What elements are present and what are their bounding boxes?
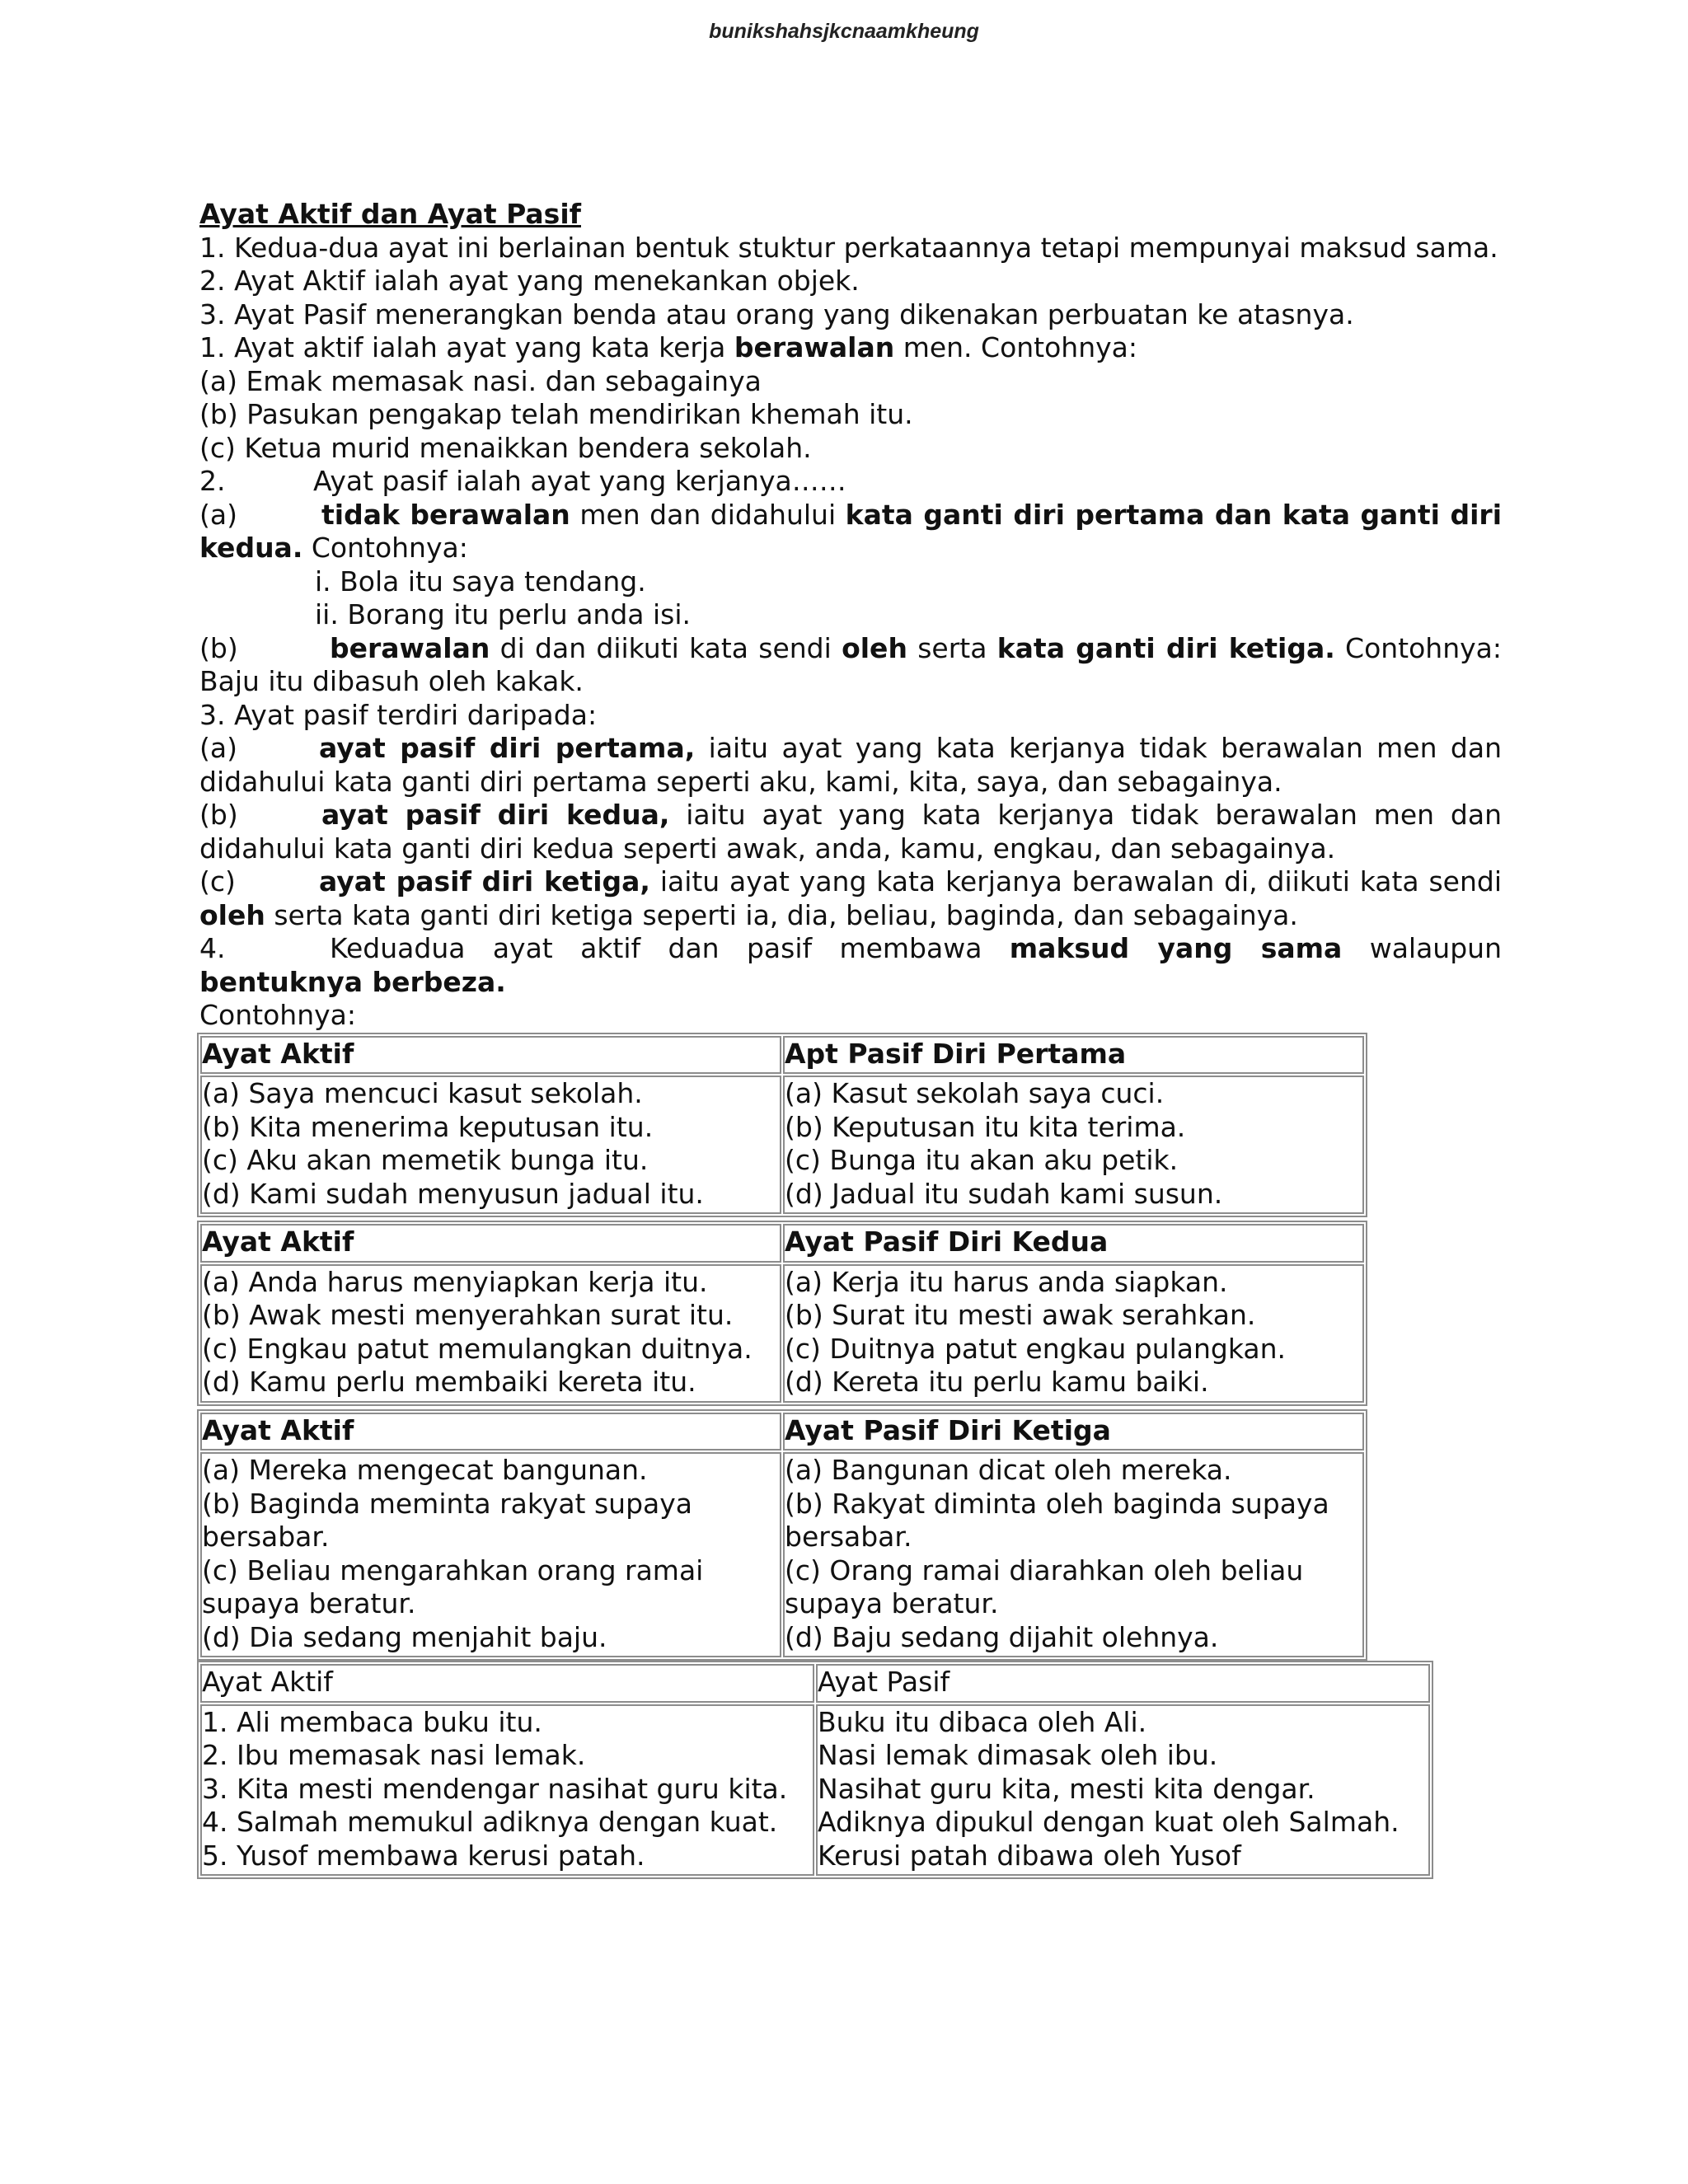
list-item: (a) Kerja itu harus anda siapkan.: [785, 1265, 1228, 1298]
list-item: (a) Saya mencuci kasut sekolah.: [202, 1077, 643, 1109]
paragraph: 3. Ayat Pasif menerangkan benda atau orang yang dikenakan perbuatan ke atasnya.: [199, 298, 1354, 330]
table-row: [200, 1076, 1364, 1214]
list-item: 2. Ibu memasak nasi lemak.: [202, 1739, 586, 1771]
bold-text: bentuknya berbeza.: [199, 965, 506, 998]
list-item: Adiknya dipukul dengan kuat oleh Salmah.: [818, 1806, 1400, 1838]
list-item: 5. Yusof membawa kerusi patah.: [202, 1839, 645, 1872]
table-cell: [200, 1264, 781, 1403]
list-item: (d) Kereta itu perlu kamu baiki.: [785, 1366, 1209, 1398]
paragraph: 2. Ayat Aktif ialah ayat yang menekankan objek.: [199, 265, 860, 297]
bold-text: maksud yang sama: [1009, 932, 1343, 964]
list-item: (b) Kita menerima keputusan itu.: [202, 1110, 654, 1143]
list-item: (c) Duitnya patut engkau pulangkan.: [785, 1332, 1287, 1365]
text: men dan didahului: [570, 498, 846, 531]
table-row: [200, 1264, 1364, 1403]
list-item: (b) Awak mesti menyerahkan surat itu.: [202, 1299, 734, 1331]
list-item: Buku itu dibaca oleh Ali.: [818, 1705, 1147, 1738]
list-item: Nasi lemak dimasak oleh ibu.: [818, 1739, 1218, 1771]
table-header-cell: Ayat Pasif Diri Kedua: [783, 1224, 1364, 1263]
bold-text: ayat pasif diri ketiga,: [319, 865, 650, 898]
bold-text: kata ganti diri ketiga.: [996, 631, 1335, 664]
text: iaitu ayat yang kata kerjanya tidak berawalan men dan didahului kata ganti diri pertama seperti aku, kami, kita, saya, dan sebagainya.: [199, 732, 1502, 798]
paragraph: [199, 865, 1502, 932]
table-cell: [816, 1704, 1430, 1877]
table-cell: [200, 1452, 781, 1657]
list-item: Kerusi patah dibawa oleh Yusof: [818, 1839, 1241, 1872]
text: men. Contohnya:: [894, 331, 1138, 363]
table-cell: [200, 1704, 814, 1877]
paragraph: [199, 732, 1502, 799]
item-label: (b): [199, 799, 238, 831]
table-cell: [783, 1076, 1364, 1214]
bold-text: oleh: [842, 631, 907, 664]
list-item: (b) Baginda meminta rakyat supaya bersabar.: [202, 1487, 692, 1553]
bold-text: berawalan: [734, 331, 895, 363]
list-item: (d) Dia sedang menjahit baju.: [202, 1620, 607, 1653]
list-item: (b) Rakyat diminta oleh baginda supaya bersabar.: [785, 1487, 1329, 1553]
example-line: ii. Borang itu perlu anda isi.: [315, 598, 692, 630]
list-item: (d) Kamu perlu membaiki kereta itu.: [202, 1366, 696, 1398]
item-label: (a): [199, 732, 237, 764]
table-row: [200, 1452, 1364, 1657]
comparison-table-examples: [197, 1661, 1433, 1879]
table-header-row: [200, 1664, 1430, 1703]
bold-text: ayat pasif diri pertama,: [319, 732, 696, 764]
document-body: [199, 198, 1502, 1879]
table-cell: [783, 1452, 1364, 1657]
table-header-row: [200, 1036, 1364, 1075]
table-header-row: [200, 1413, 1364, 1451]
list-item: (c) Bunga itu akan aku petik.: [785, 1144, 1179, 1176]
list-item: (d) Jadual itu sudah kami susun.: [785, 1177, 1223, 1210]
paragraph: [199, 465, 1502, 499]
table-cell: [200, 1076, 781, 1214]
list-item: (c) Aku akan memetik bunga itu.: [202, 1144, 649, 1176]
table-header-cell: Ayat Aktif: [200, 1413, 781, 1451]
paragraph: 3. Ayat pasif terdiri daripada:: [199, 698, 598, 731]
paragraph: [199, 799, 1502, 865]
table-header-cell: Apt Pasif Diri Pertama: [783, 1036, 1364, 1075]
comparison-table-first-person: [197, 1033, 1367, 1218]
text: serta kata ganti diri ketiga seperti ia, dia, beliau, baginda, dan sebagainya.: [265, 898, 1298, 931]
example-line: (b) Pasukan pengakap telah mendirikan khemah itu.: [199, 398, 913, 430]
text: di dan diikuti kata sendi: [490, 631, 842, 664]
list-item: (a) Mereka mengecat bangunan.: [202, 1454, 648, 1486]
text: Contohnya:: [302, 532, 468, 564]
bold-text: oleh: [199, 898, 265, 931]
comparison-table-third-person: [197, 1409, 1367, 1661]
page-header: bunikshahsjkcnaamkheung: [709, 20, 979, 43]
bold-text: ayat pasif diri kedua,: [321, 799, 670, 831]
table-row: [200, 1704, 1430, 1877]
list-item: (d) Baju sedang dijahit olehnya.: [785, 1620, 1219, 1653]
item-number: 2.: [199, 465, 226, 497]
table-header-cell: Ayat Pasif Diri Ketiga: [783, 1413, 1364, 1451]
item-label: (c): [199, 865, 236, 898]
text: walaupun: [1342, 932, 1502, 964]
comparison-table-second-person: [197, 1221, 1367, 1406]
text: Keduadua ayat aktif dan pasif membawa: [330, 932, 1010, 964]
example-line: i. Bola itu saya tendang.: [315, 565, 646, 598]
text: serta: [907, 631, 997, 664]
list-item: (c) Orang ramai diarahkan oleh beliau supaya beratur.: [785, 1554, 1304, 1619]
list-item: 4. Salmah memukul adiknya dengan kuat.: [202, 1806, 778, 1838]
list-item: (c) Engkau patut memulangkan duitnya.: [202, 1332, 753, 1365]
paragraph: [199, 932, 1502, 999]
document-title: Ayat Aktif dan Ayat Pasif: [199, 198, 581, 230]
text: iaitu ayat yang kata kerjanya berawalan di, diikuti kata sendi: [649, 865, 1503, 898]
table-header-cell: Ayat Aktif: [200, 1224, 781, 1263]
item-number: 4.: [199, 932, 226, 964]
item-label: (a): [199, 498, 237, 531]
text: iaitu ayat yang kata kerjanya tidak berawalan men dan didahului kata ganti diri kedua seperti awak, anda, kamu, engkau, dan sebagainya.: [199, 799, 1502, 865]
list-item: (d) Kami sudah menyusun jadual itu.: [202, 1177, 704, 1210]
paragraph: Contohnya:: [199, 999, 356, 1031]
item-label: (b): [199, 631, 238, 664]
paragraph: [199, 331, 1502, 365]
table-header-row: [200, 1224, 1364, 1263]
list-item: (b) Keputusan itu kita terima.: [785, 1110, 1186, 1143]
text: Contohnya: Baju itu dibasuh oleh kakak.: [199, 631, 1503, 697]
list-item: (a) Bangunan dicat oleh mereka.: [785, 1454, 1232, 1486]
list-item: 1. Ali membaca buku itu.: [202, 1705, 542, 1738]
example-line: (a) Emak memasak nasi. dan sebagainya: [199, 364, 762, 397]
list-item: (a) Anda harus menyiapkan kerja itu.: [202, 1265, 708, 1298]
table-cell: [783, 1264, 1364, 1403]
table-header-cell: Ayat Aktif: [200, 1036, 781, 1075]
paragraph: 1. Kedua-dua ayat ini berlainan bentuk stuktur perkataannya tetapi mempunyai maksud sama.: [199, 231, 1498, 264]
bold-text: berawalan: [330, 631, 490, 664]
text: 1. Ayat aktif ialah ayat yang kata kerja: [199, 331, 734, 363]
bold-text: tidak berawalan: [321, 498, 570, 531]
table-header-cell: Ayat Pasif: [816, 1664, 1430, 1703]
paragraph: [199, 499, 1502, 565]
text: Ayat pasif ialah ayat yang kerjanya……: [313, 465, 846, 497]
example-line: (c) Ketua murid menaikkan bendera sekolah.: [199, 431, 812, 464]
bold-text: kata ganti diri pertama dan kata ganti diri kedua.: [199, 498, 1502, 564]
list-item: Nasihat guru kita, mesti kita dengar.: [818, 1772, 1315, 1805]
list-item: 3. Kita mesti mendengar nasihat guru kita.: [202, 1772, 788, 1805]
list-item: (b) Surat itu mesti awak serahkan.: [785, 1299, 1256, 1331]
table-header-cell: Ayat Aktif: [200, 1664, 814, 1703]
paragraph: [199, 632, 1502, 699]
list-item: (c) Beliau mengarahkan orang ramai supaya beratur.: [202, 1554, 704, 1619]
list-item: (a) Kasut sekolah saya cuci.: [785, 1077, 1165, 1109]
